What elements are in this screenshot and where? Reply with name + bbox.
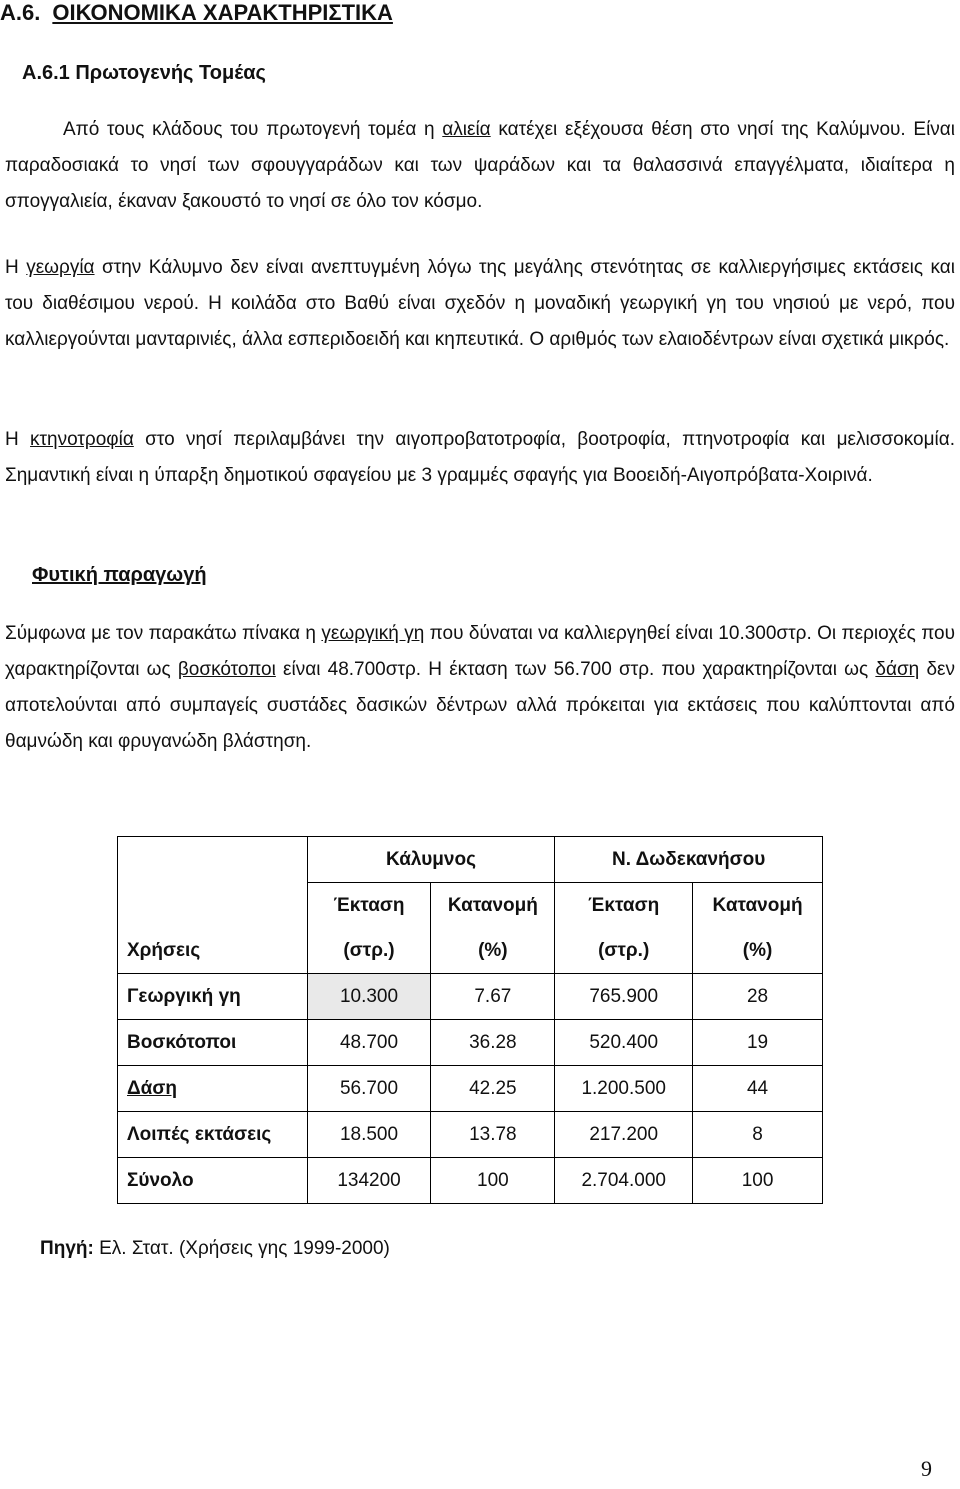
table-row: Λοιπές εκτάσεις 18.500 13.78 217.200 8 <box>118 1112 823 1158</box>
table-source <box>40 1238 390 1260</box>
table-row: Δάση 56.700 42.25 1.200.500 44 <box>118 1066 823 1112</box>
table-row: Σύνολο 134200 100 2.704.000 100 <box>118 1158 823 1204</box>
paragraph-fishing: Από τους κλάδους του πρωτογενή τομέα η αλιεία κατέχει εξέχουσα θέση στο νησί της Καλύμνου. Είναι παραδοσιακά το νησί των σφουγγαράδων και των ψαράδων και τα θαλασσινά επαγγέλματα, ιδιαίτερα η σπογγαλιεία, έκαναν ξακουστό το νησί σε όλο τον κόσμο. <box>5 119 955 212</box>
group-kalymnos: Κάλυμνος <box>307 837 555 883</box>
subsection-title: Α.6.1 Πρωτογενής Τομέας <box>22 62 266 84</box>
table-row: Βοσκότοποι 48.700 36.28 520.400 19 <box>118 1020 823 1066</box>
source-label: Πηγή: <box>40 1238 94 1259</box>
paragraph-agriculture: Η γεωργία στην Κάλυμνο δεν είναι ανεπτυγμένη λόγω της μεγάλης στενότητας σε καλλιεργήσιμες εκτάσεις και του διαθέσιμου νερού. Η κοιλάδα στο Βαθύ είναι σχεδόν η μοναδική γεωργική γη του νησιού με νερό, που καλλιεργούνται μανταρινιές, άλλα εσπεριδοειδή και κηπευτικά. Ο αριθμός των ελαιοδέντρων είναι σχετικά μικρός. <box>5 257 955 350</box>
land-use-table <box>117 836 823 1204</box>
table-col-header-row-1: Έκταση Κατανομή Έκταση Κατανομή <box>118 883 823 929</box>
section-title: ΟΙΚΟΝΟΜΙΚΑ ΧΑΡΑΚΤΗΡΙΣΤΙΚΑ <box>52 0 393 25</box>
paragraph-livestock: Η κτηνοτροφία στο νησί περιλαμβάνει την αιγοπροβατοτροφία, βοοτροφία, πτηνοτροφία και μελισσοκομία. Σημαντική είναι η ύπαρξη δημοτικού σφαγείου με 3 γραμμές σφαγής για Βοοειδή-Αιγοπρόβατα-Χοιρινά. <box>5 429 956 486</box>
table-group-header-row <box>118 837 823 883</box>
section-number: Α.6. <box>0 0 41 25</box>
term-agriculture: γεωργία <box>26 257 95 278</box>
uses-header: Χρήσεις <box>118 928 308 974</box>
term-livestock: κτηνοτροφία <box>30 429 134 450</box>
table-col-header-row-2: Χρήσεις (στρ.) (%) (στρ.) (%) <box>118 928 823 974</box>
term-fishing: αλιεία <box>442 119 491 140</box>
page-number: 9 <box>921 1456 932 1481</box>
table-row: Γεωργική γη 10.300 7.67 765.900 28 <box>118 974 823 1020</box>
group-dodecanese: Ν. Δωδεκανήσου <box>555 837 823 883</box>
section-heading <box>0 0 393 26</box>
heading-plant-production: Φυτική παραγωγή <box>32 564 207 586</box>
paragraph-plant-production: Σύμφωνα με τον παρακάτω πίνακα η γεωργική γη που δύναται να καλλιεργηθεί είναι 10.300στρ. Οι περιοχές που χαρακτηρίζονται ως βοσκότοποι είναι 48.700στρ. Η έκταση των 56.700 στρ. που χαρακτηρίζονται ως δάση δεν αποτελούνται από συμπαγείς συστάδες δασικών δέντρων αλλά πρόκειται για εκτάσεις που καλύπτονται από θαμνώδη και φρυγανώδη βλάστηση. <box>5 623 956 752</box>
source-text: Ελ. Στατ. (Χρήσεις γης 1999-2000) <box>93 1238 390 1259</box>
